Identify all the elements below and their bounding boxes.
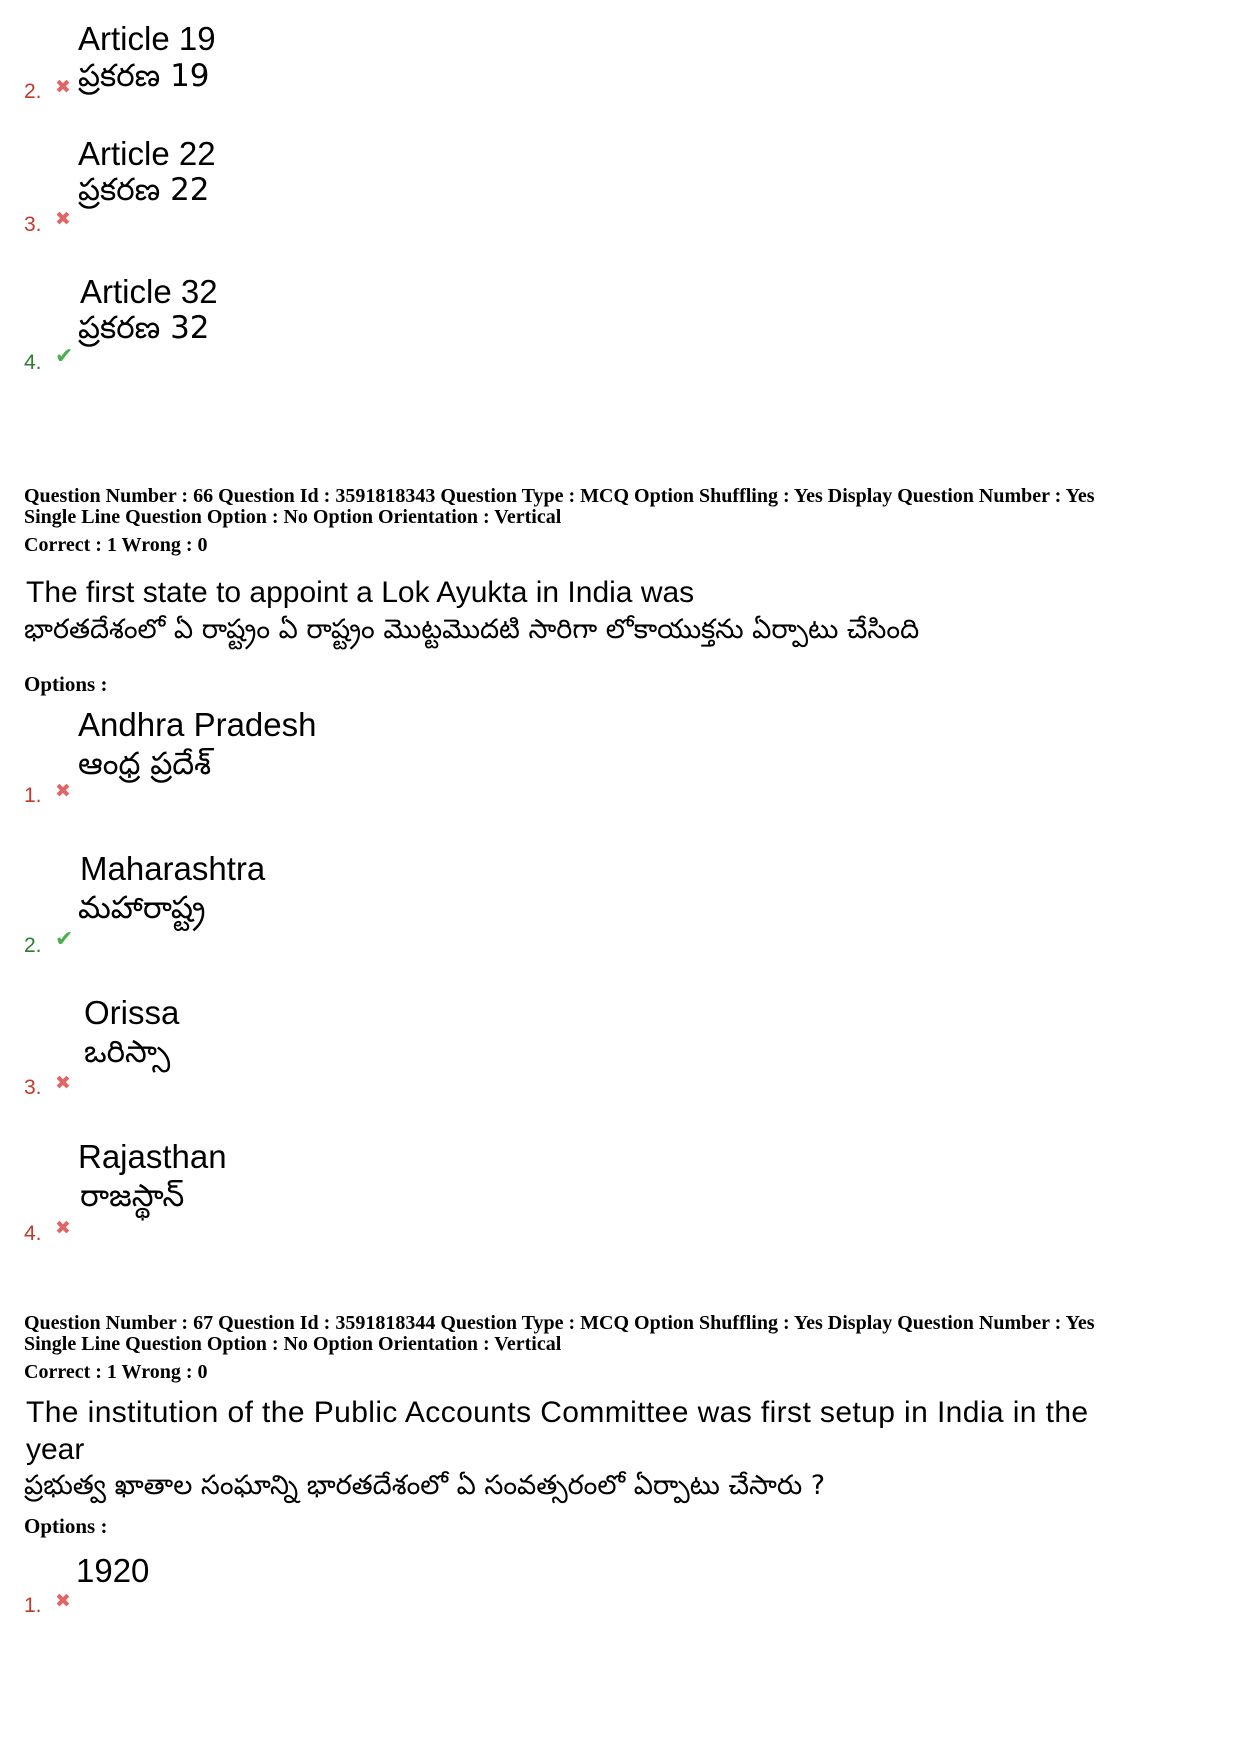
option-number: 4.: [24, 351, 42, 374]
check-icon: ✔: [55, 927, 74, 952]
option-number: 1.: [24, 784, 42, 807]
cross-icon: ✖: [55, 780, 71, 802]
meta-line-1: Question Number : 67 Question Id : 3591818344 Question Type : MCQ Option Shuffling : Yes Display Question Number : Yes: [24, 1312, 1095, 1334]
option-text-en: Rajasthan: [78, 1138, 227, 1175]
cross-icon: ✖: [55, 208, 71, 230]
cross-icon: ✖: [55, 1072, 71, 1094]
cross-icon: ✖: [55, 1590, 71, 1612]
question-text-line-1: The institution of the Public Accounts Committee was first setup in India in the: [26, 1396, 1089, 1429]
q66-option-2: [0, 844, 1240, 964]
option-number: 2.: [24, 80, 42, 103]
option-text-en: Article 19: [78, 20, 216, 57]
cross-icon: ✖: [55, 76, 71, 98]
option-text-te: రాజస్థాన్: [80, 1178, 185, 1214]
question-67-text-te: ప్రభుత్వ ఖాతాల సంఘాన్ని భారతదేశంలో ఏ సంవత్సరంలో ఏర్పాటు చేసారు ?: [24, 1470, 826, 1501]
prev-option-4: [0, 263, 1240, 383]
question-67-options-label: Options :: [24, 1514, 108, 1538]
question-66-text-en: The first state to appoint a Lok Ayukta in India was: [26, 576, 695, 609]
question-67-text-en: [26, 1394, 1089, 1468]
option-text-en: Andhra Pradesh: [78, 706, 317, 743]
option-number: 2.: [24, 934, 42, 957]
q66-option-4: [0, 1132, 1240, 1252]
option-text-en: 1920: [76, 1552, 150, 1589]
option-number: 1.: [24, 1594, 42, 1617]
option-number: 3.: [24, 213, 42, 236]
question-text-line-2: year: [26, 1433, 85, 1466]
meta-line-3: Correct : 1 Wrong : 0: [24, 1361, 208, 1383]
option-text-te: ప్రకరణ 32: [78, 310, 210, 346]
option-text-te: మహారాష్ట్ర: [78, 890, 206, 926]
option-text-en: Maharashtra: [80, 850, 266, 887]
option-text-te: ఆంధ్ర ప్రదేశ్: [78, 746, 212, 782]
meta-line-1: Question Number : 66 Question Id : 3591818343 Question Type : MCQ Option Shuffling : Yes Display Question Number : Yes: [24, 485, 1095, 507]
prev-option-2: [0, 10, 1240, 130]
cross-icon: ✖: [55, 1217, 71, 1239]
prev-option-3: [0, 125, 1240, 245]
question-66-meta: [24, 486, 1094, 556]
q66-option-1: [0, 700, 1240, 820]
question-66-options-label: Options :: [24, 672, 108, 696]
option-text-en: Article 22: [78, 135, 216, 172]
option-number: 4.: [24, 1222, 42, 1245]
meta-line-2: Single Line Question Option : No Option Orientation : Vertical: [24, 1333, 562, 1355]
meta-line-3: Correct : 1 Wrong : 0: [24, 534, 208, 556]
option-text-te: ప్రకరణ 22: [78, 172, 210, 208]
q66-option-3: [0, 988, 1240, 1108]
check-icon: ✔: [55, 344, 74, 369]
option-text-en: Article 32: [80, 273, 218, 310]
question-66-text-te: భారతదేశంలో ఏ రాష్ట్రం ఏ రాష్ట్రం మొట్టమొదటి సారిగా లోకాయుక్తను ఏర్పాటు చేసింది: [24, 614, 920, 645]
meta-line-2: Single Line Question Option : No Option Orientation : Vertical: [24, 506, 562, 528]
option-text-te: ప్రకరణ 19: [78, 58, 210, 94]
option-number: 3.: [24, 1076, 42, 1099]
question-67-meta: [24, 1313, 1094, 1383]
option-text-en: Orissa: [84, 994, 180, 1031]
q67-option-1: [0, 1548, 1240, 1668]
option-text-te: ఒరిస్సా: [84, 1034, 171, 1070]
